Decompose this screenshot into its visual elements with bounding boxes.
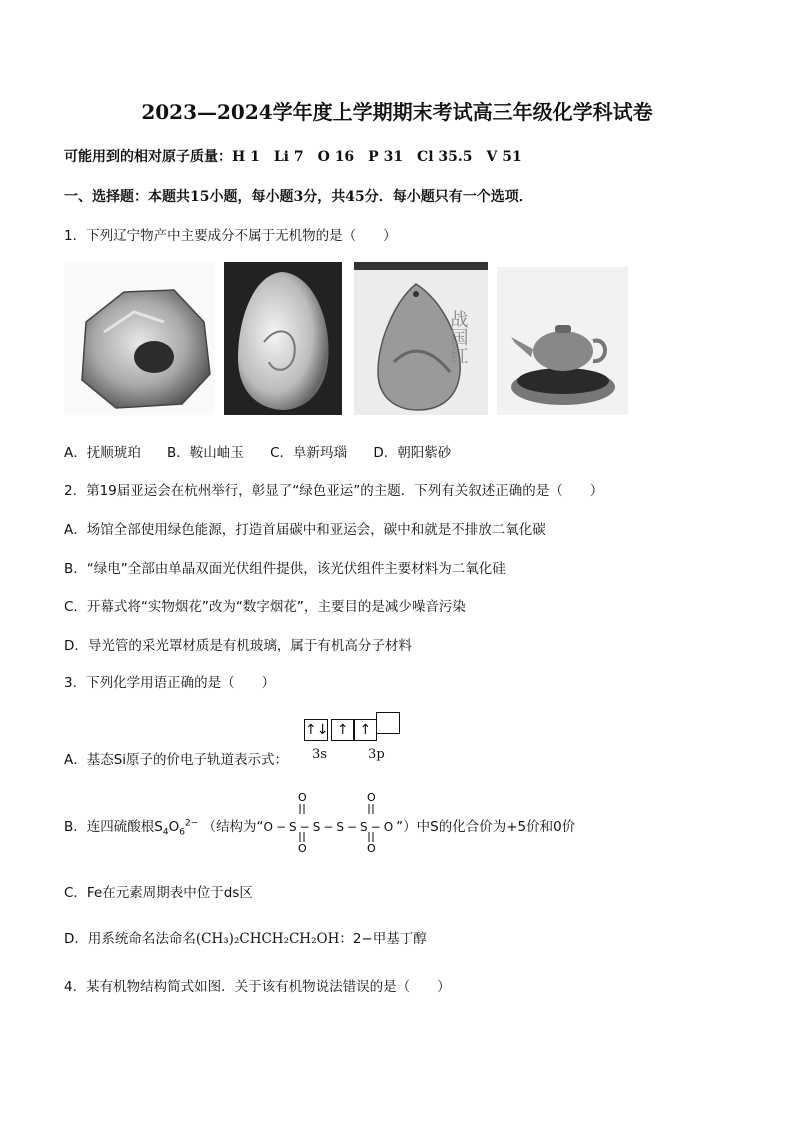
q2-stem: 2．第19届亚运会在杭州举行，彰显了“绿色亚运”的主题．下列有关叙述正确的是（ ） (64, 483, 604, 499)
q3-option-d (64, 927, 427, 947)
q3-d-post: ：2−甲基丁醇 (339, 931, 427, 947)
orbital-box-3p-1: ↑ (331, 719, 355, 741)
q3-b-sub6: 6 (179, 827, 185, 838)
q2-option-a: A．场馆全部使用绿色能源，打造首届碳中和亚运会，碳中和就是不排放二氧化碳 (64, 522, 546, 538)
jade-photo (224, 262, 342, 415)
q3-option-b: B．连四硫酸根$S_4O_6^{2-}$ （结构为“O−S−S−S−S−O”）中S的化合价为+5价和0价 (64, 818, 576, 838)
q1-option-d: D．朝阳紫砂 (373, 445, 452, 461)
sulfonyl-bonds (290, 790, 390, 854)
q3-b-post: ”）中S的化合价为+5价和0价 (396, 819, 576, 835)
q3-stem: 3．下列化学用语正确的是（ ） (64, 675, 276, 691)
q1-option-a: A．抚顺琥珀 (64, 445, 141, 461)
q2-option-c: C．开幕式将“实物烟花”改为“数字烟花”，主要目的是减少噪音污染 (64, 599, 466, 615)
q4-stem: 4．某有机物结构简式如图．关于该有机物说法错误的是（ ） (64, 979, 451, 995)
q2-option-b: B．“绿电”全部由单晶双面光伏组件提供，该光伏组件主要材料为二氧化硅 (64, 561, 506, 577)
orbital-box-3s: ↑↓ (304, 719, 328, 741)
tetrathionate-structure: O−S−S−S−S−O (263, 820, 397, 834)
page-title: 2023—2024学年度上学期期末考试高三年级化学科试卷 (141, 100, 653, 124)
amber-photo (64, 262, 215, 415)
orbital-label-3s: 3s (312, 747, 327, 762)
teapot-photo (497, 267, 628, 415)
q3-b-prefix: B．连四硫酸根S (64, 819, 163, 835)
atomic-mass-line: 可能用到的相对原子质量：H 1 Li 7 O 16 P 31 Cl 35.5 V 51 (64, 149, 522, 165)
q3-d-formula: (CH₃)₂CHCH₂CH₂OH (195, 931, 340, 947)
q3-d-prefix: D．用系统命名法命名 (64, 931, 196, 947)
orbital-box-3p-2: ↑ (353, 719, 377, 741)
q3-b-mid: （结构为“ (202, 819, 264, 835)
orbital-label-3p: 3p (368, 747, 385, 762)
svg-text:O: O (298, 842, 307, 854)
svg-text:O: O (298, 791, 307, 804)
q1-option-b: B．鞍山岫玉 (167, 445, 244, 461)
q3-option-a: A．基态Si原子的价电子轨道表示式： (64, 752, 289, 768)
q1-stem: 1．下列辽宁物产中主要成分不属于无机物的是（ ） (64, 228, 397, 244)
section-heading: 一、选择题：本题共15小题，每小题3分，共45分．每小题只有一个选项． (64, 189, 533, 205)
orbital-diagram (304, 712, 399, 762)
q1-option-c: C．阜新玛瑙 (270, 445, 348, 461)
svg-text:O: O (367, 842, 376, 854)
agate-photo (354, 262, 488, 415)
svg-text:O: O (367, 791, 376, 804)
q3-option-c: C．Fe在元素周期表中位于ds区 (64, 885, 253, 901)
orbital-box-3p-3 (376, 712, 400, 734)
q2-option-d: D．导光管的采光罩材质是有机玻璃，属于有机高分子材料 (64, 638, 412, 654)
q3-b-charge: 2− (184, 818, 199, 829)
q1-options (64, 441, 473, 461)
agate-label: 战国红 (447, 310, 469, 364)
q3-b-sub4: 4 (162, 827, 169, 838)
